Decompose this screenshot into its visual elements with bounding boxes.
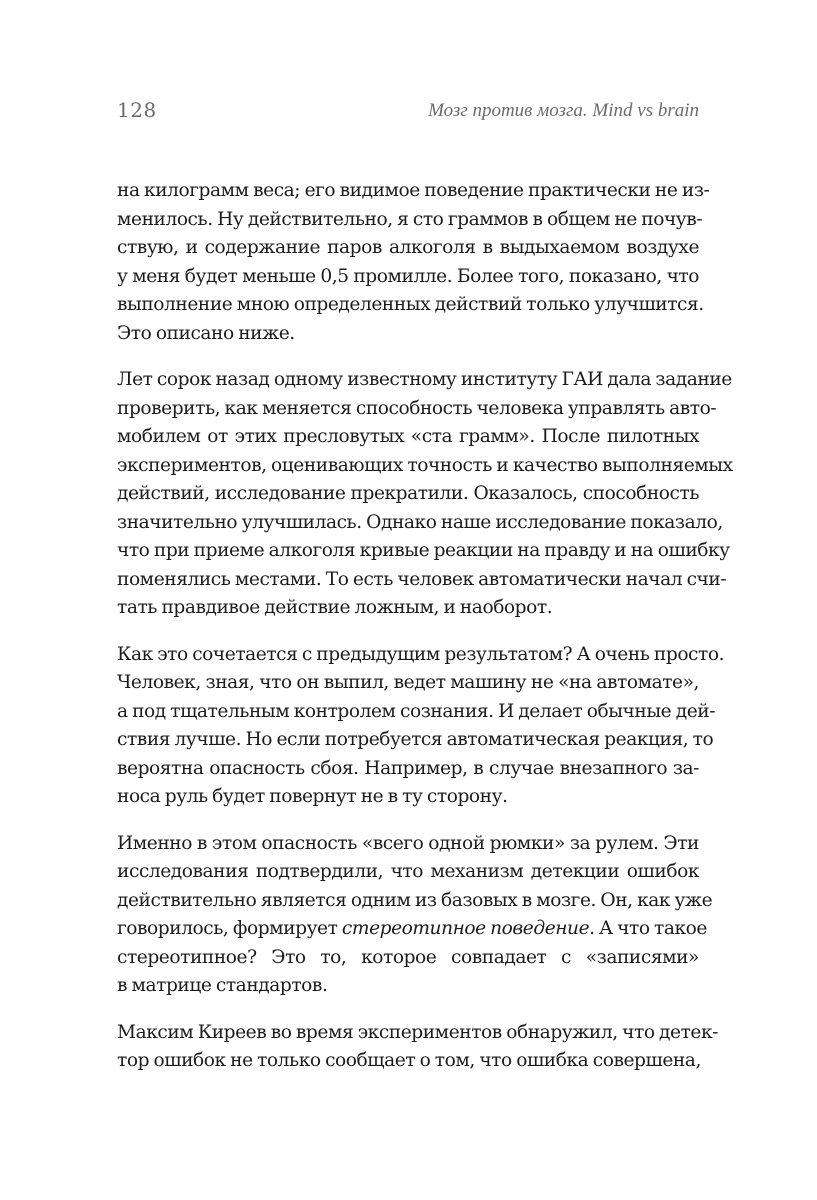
text-line: вероятна опасность сбоя. Например, в случае внезапного за- bbox=[117, 757, 699, 779]
text-line: стереотипное? Это то, которое совпадает с «записями» bbox=[117, 946, 699, 968]
paragraph-3 bbox=[117, 641, 725, 812]
text-line: исследования подтвердили, что механизм детекции ошибок bbox=[117, 861, 699, 882]
emphasized-term: стереотипное поведение bbox=[341, 918, 590, 939]
text-line: поменялись местами. То есть человек автоматически начал счи- bbox=[117, 568, 727, 590]
running-header bbox=[117, 98, 699, 128]
paragraph-2 bbox=[117, 366, 733, 623]
text-line: мобилем от этих пресловутых «ста грамм». После пилотных bbox=[117, 426, 699, 447]
page-number: 128 bbox=[117, 98, 157, 122]
text-line: носа руль будет повернут не в ту сторону. bbox=[117, 786, 508, 807]
paragraph-4 bbox=[117, 830, 713, 1001]
text-line: на килограмм веса; его видимое поведение практически не из- bbox=[117, 180, 710, 201]
text-line: действительно является одним из базовых в мозге. Он, как уже bbox=[117, 889, 713, 911]
text-line: Это описано ниже. bbox=[117, 322, 295, 344]
running-title: Мозг против мозга. Mind vs brain bbox=[428, 100, 699, 121]
text-line: тор ошибок не только сообщает о том, что ошибка совершена, bbox=[117, 1050, 701, 1071]
text-fragment: говорилось, формирует bbox=[117, 918, 338, 939]
text-line: проверить, как меняется способность человека управлять авто- bbox=[117, 397, 717, 419]
text-line: что при приеме алкоголя кривые реакции на правду и на ошибку bbox=[117, 540, 730, 561]
text-line: значительно улучшилась. Однако наше исследование показало, bbox=[117, 511, 723, 533]
paragraph-5 bbox=[117, 1019, 718, 1076]
text-line: действий, исследование прекратили. Оказалось, способность bbox=[117, 483, 699, 504]
text-line: а под тщательным контролем сознания. И делает обычные дей- bbox=[117, 700, 716, 722]
text-line: менилось. Ну действительно, я сто граммов в общем не почув- bbox=[117, 208, 703, 230]
text-line: экспериментов, оценивающих точность и качество выполняемых bbox=[117, 454, 733, 476]
text-line: Именно в этом опасность «всего одной рюмки» за рулем. Эти bbox=[117, 832, 699, 854]
text-line: тать правдивое действие ложным, и наоборот. bbox=[117, 597, 553, 618]
text-line: у меня будет меньше 0,5 промилле. Более того, показано, что bbox=[117, 265, 699, 287]
text-line: Максим Киреев во время экспериментов обнаружил, что детек- bbox=[117, 1021, 718, 1043]
text-line: ствую, и содержание паров алкоголя в выдыхаемом воздухе bbox=[117, 237, 699, 258]
text-line: ствия лучше. Но если потребуется автоматическая реакция, то bbox=[117, 729, 714, 750]
body-text bbox=[117, 177, 733, 1094]
paragraph-1 bbox=[117, 177, 710, 348]
text-line: Как это сочетается с предыдущим результатом? А очень просто. bbox=[117, 643, 725, 665]
text-line: Человек, зная, что он выпил, ведет машину не «на автомате», bbox=[117, 672, 699, 693]
text-line: выполнение мною определенных действий только улучшится. bbox=[117, 294, 704, 315]
text-line-with-emphasis bbox=[117, 915, 707, 944]
text-line: в матрице стандартов. bbox=[117, 975, 328, 996]
text-fragment: . А что такое bbox=[589, 918, 707, 939]
text-line: Лет сорок назад одному известному институту ГАИ дала задание bbox=[117, 369, 732, 390]
